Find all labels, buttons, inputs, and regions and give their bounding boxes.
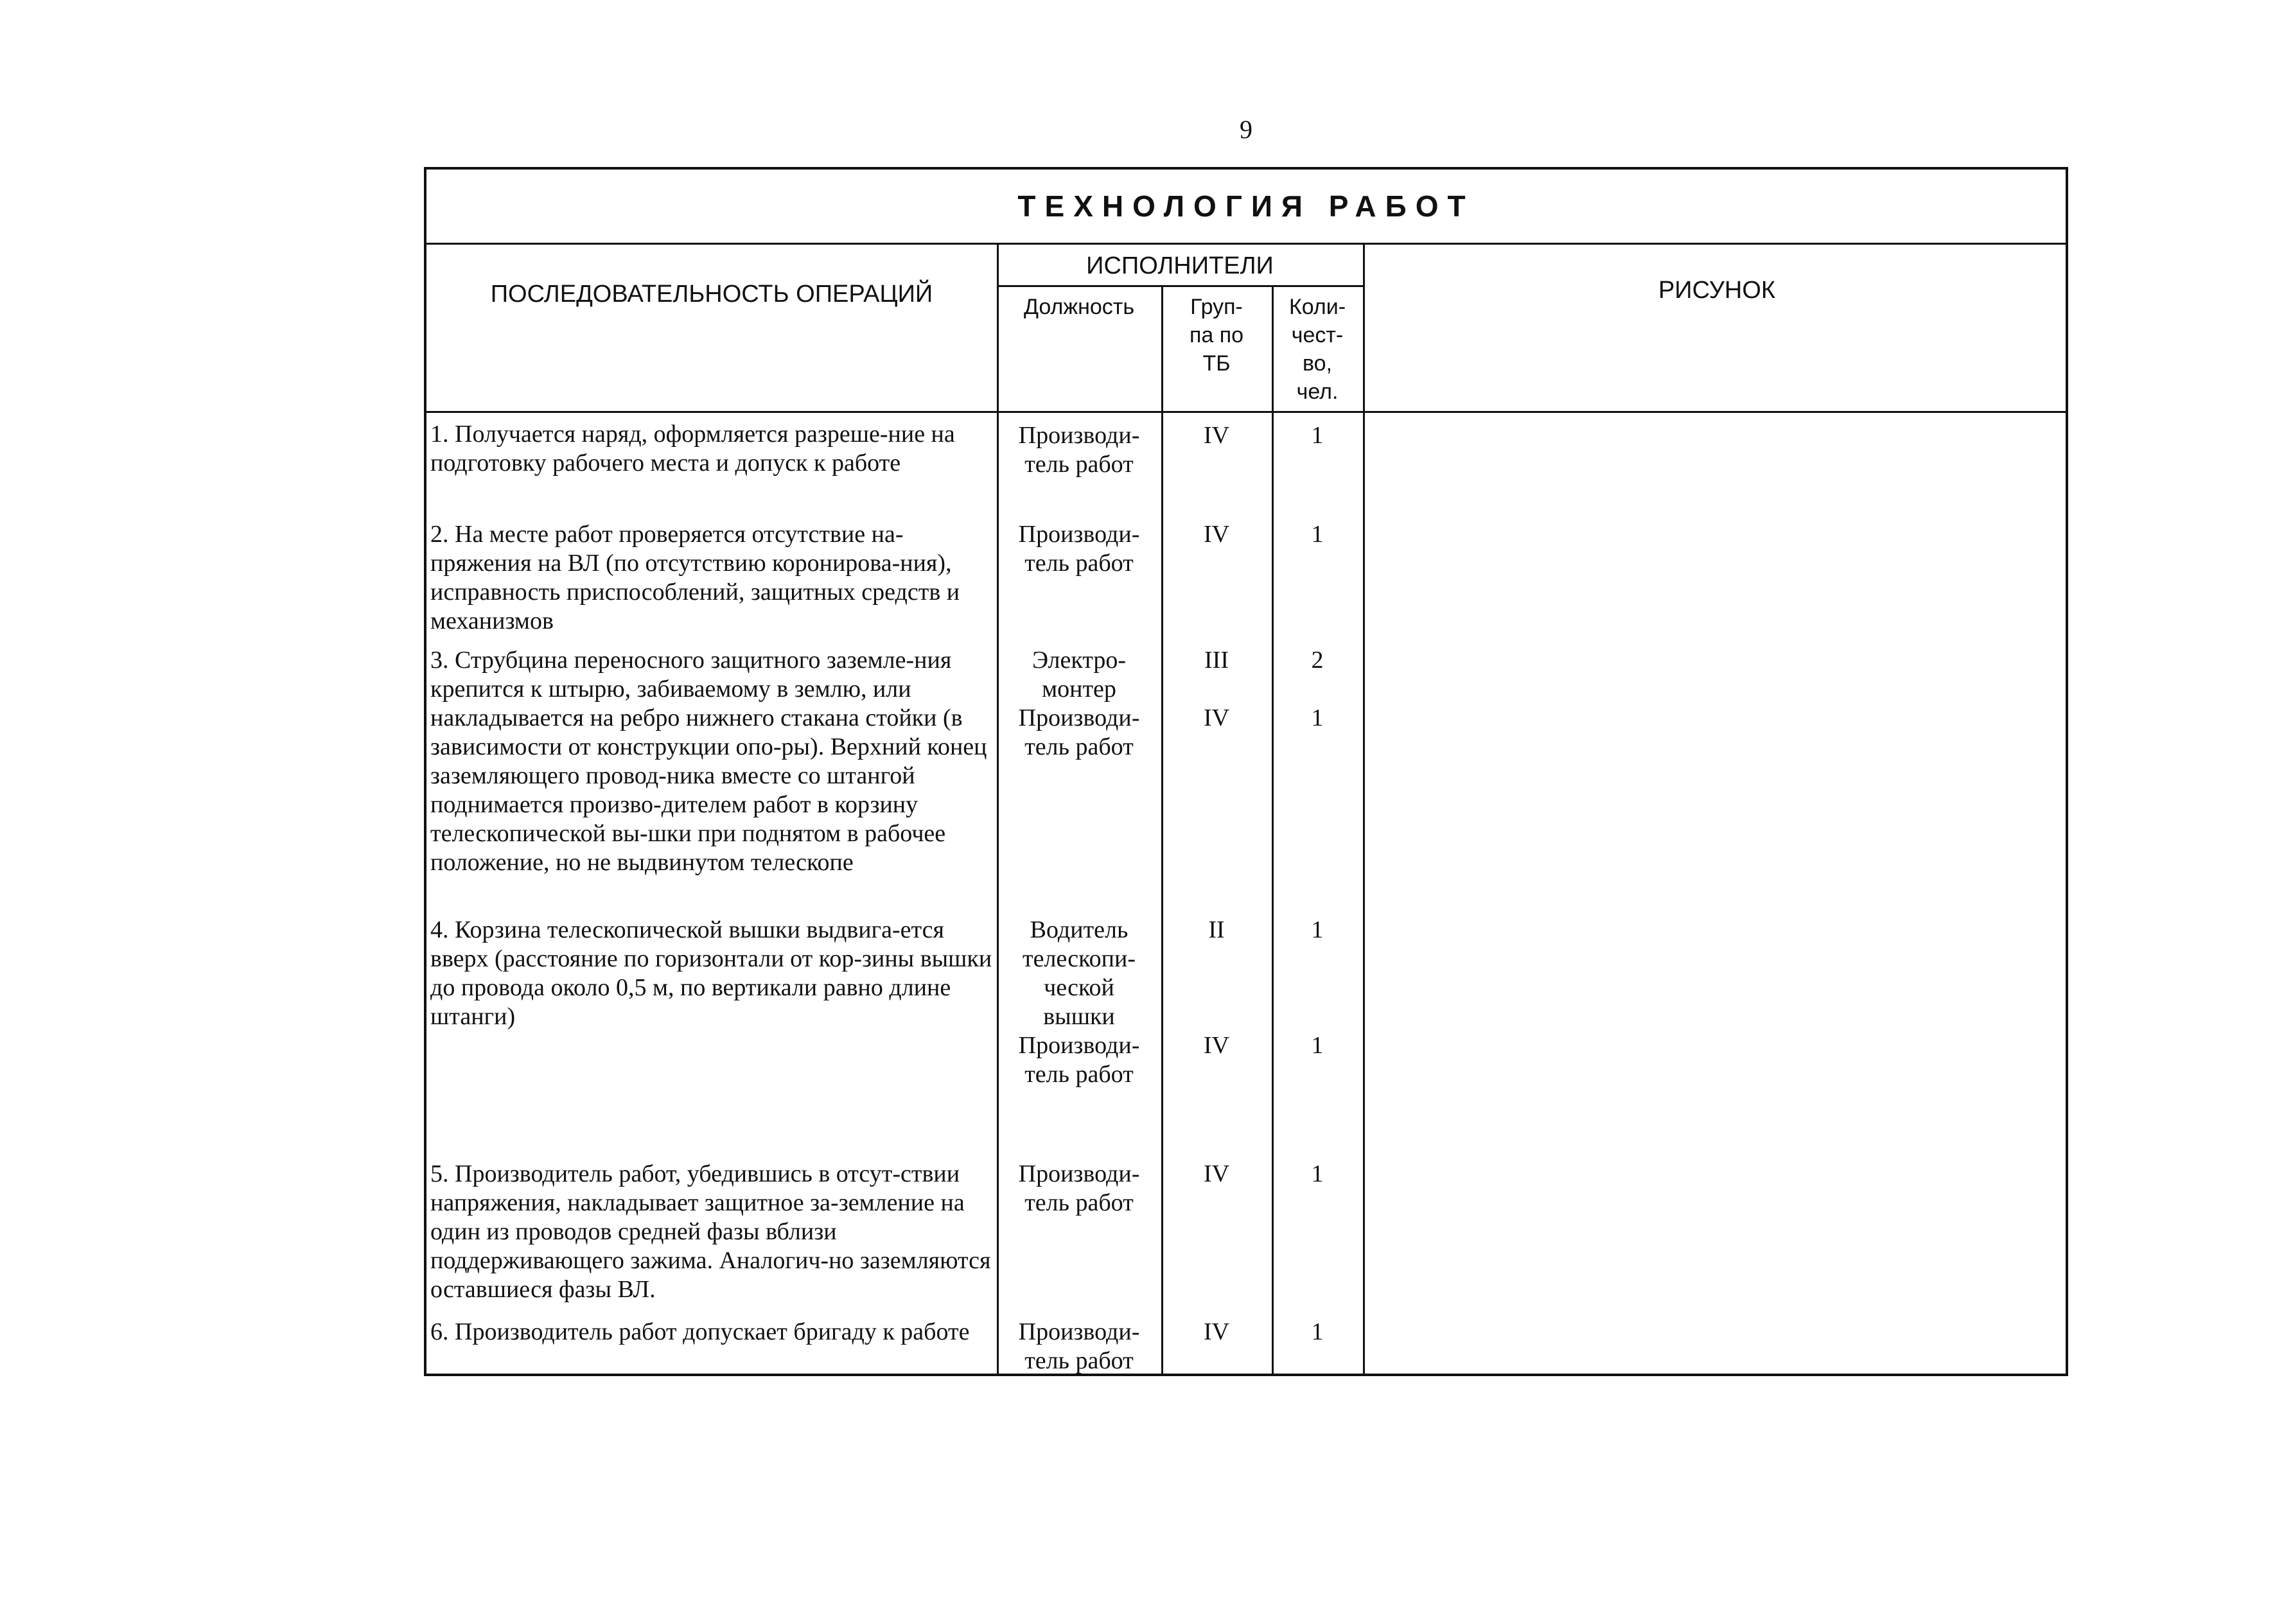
row-5-group: IV xyxy=(1203,1160,1230,1187)
row-2-group: IV xyxy=(1203,521,1230,548)
header-group: Груп- па по ТБ xyxy=(1189,295,1244,376)
work-technology-table xyxy=(424,167,2068,1376)
performers-header-divider xyxy=(997,285,1363,287)
header-count: Коли- чест- во, чел. xyxy=(1288,295,1346,404)
operation-6: 6. Производитель работ допускает бригаду к работе xyxy=(430,1318,970,1345)
row-4-position-1: Водитель телескопи- ческой вышки xyxy=(1023,916,1136,1030)
header-bottom-divider xyxy=(426,411,2066,413)
header-performers: ИСПОЛНИТЕЛИ xyxy=(1086,252,1274,279)
operation-2: 2. На месте работ проверяется отсутствие на-пряжения на ВЛ (по отсутствию коронирова-ния), исправность приспособлений, защитных средств и механизмов xyxy=(430,521,960,634)
row-6-count: 1 xyxy=(1311,1318,1324,1345)
table-title: ТЕХНОЛОГИЯ РАБОТ xyxy=(426,170,2066,245)
operation-1: 1. Получается наряд, оформляется разреше-ние на подготовку рабочего места и допуск к работе xyxy=(430,421,955,476)
row-3-position-1: Электро- монтер xyxy=(1032,647,1127,703)
row-4-position-2: Производи- тель работ xyxy=(1018,1032,1140,1088)
row-3-count-1: 2 xyxy=(1311,647,1324,674)
row-3-count-2: 1 xyxy=(1311,704,1324,731)
row-2-count: 1 xyxy=(1311,521,1324,548)
row-5-count: 1 xyxy=(1311,1160,1324,1187)
row-3-group-1: III xyxy=(1204,647,1229,674)
page-number: 9 xyxy=(1240,115,1252,144)
row-1-count: 1 xyxy=(1311,422,1324,449)
operation-3: 3. Струбцина переносного защитного заземле-ния крепится к штырю, забиваемому в землю, или накладывается на ребро нижнего стакана стойки (в зависимости от конструкции опо-ры). Верхний конец заземляющего провод-ника вместе со штангой поднимается произво-дителем работ в корзину телескопической вы-шки при поднятом в рабочее положение, но не выдвинутом телескопе xyxy=(430,647,987,876)
row-3-position-2: Производи- тель работ xyxy=(1018,704,1140,760)
header-figure: РИСУНОК xyxy=(1658,277,1776,304)
row-4-count-2: 1 xyxy=(1311,1032,1324,1059)
row-1-group: IV xyxy=(1203,422,1230,449)
row-4-group-1: II xyxy=(1208,916,1225,943)
row-6-group: IV xyxy=(1203,1318,1230,1345)
header-operations: ПОСЛЕДОВАТЕЛЬНОСТЬ ОПЕРАЦИЙ xyxy=(490,281,933,308)
row-4-count-1: 1 xyxy=(1311,916,1324,943)
row-2-position: Производи- тель работ xyxy=(1018,521,1140,577)
header-position: Должность xyxy=(1023,295,1135,319)
row-1-position: Производи- тель работ xyxy=(1018,422,1140,478)
row-6-position: Производи- тель работ xyxy=(1018,1318,1140,1374)
operation-5: 5. Производитель работ, убедившись в отсут-ствии напряжения, накладывает защитное за-земление на один из проводов средней фазы вблизи поддерживающего зажима. Аналогич-но заземляются оставшиеся фазы ВЛ. xyxy=(430,1160,991,1303)
operation-4: 4. Корзина телескопической вышки выдвига-ется вверх (расстояние по горизонтали от кор-зины вышки до провода около 0,5 м, по вертикали равно длине штанги) xyxy=(430,916,992,1030)
row-4-group-2: IV xyxy=(1203,1032,1230,1059)
row-5-position: Производи- тель работ xyxy=(1018,1160,1140,1216)
row-3-group-2: IV xyxy=(1203,704,1230,731)
